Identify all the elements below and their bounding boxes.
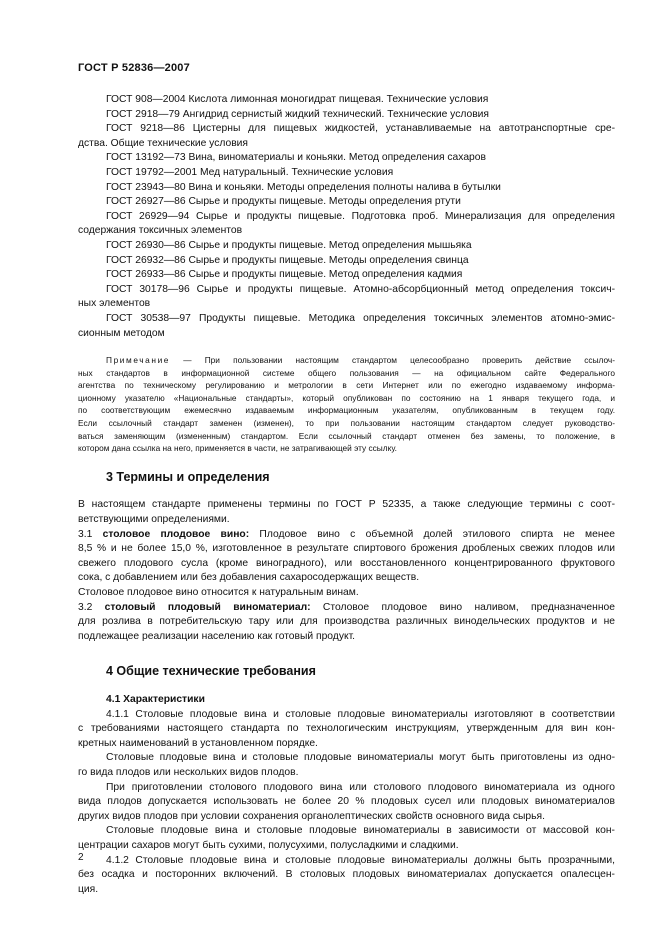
reference-line: ГОСТ 23943—80 Вина и коньяки. Методы определения полноты налива в бутылки xyxy=(106,181,501,193)
section-4-paragraph-line: центрации сахаров могут быть сухими, полусухими, полусладкими и сладкими. xyxy=(78,839,459,851)
note-line: ных стандартов в информационной системе общего пользования — на официальном сайте Федерального xyxy=(78,367,615,378)
section-4-paragraphs xyxy=(78,708,615,898)
term-name: столовое плодовое вино: xyxy=(102,528,250,540)
reference-line: сионным методом xyxy=(78,327,165,339)
term-first-line xyxy=(78,528,615,543)
reference-line: ГОСТ 26929—94 Сырье и продукты пищевые. Подготовка проб. Минерализация для определения xyxy=(106,210,615,222)
section-4-paragraph-line: Столовые плодовые вина и столовые плодовые виноматериалы в зависимости от массовой кон- xyxy=(106,825,615,837)
note-line: ваться заменяющим (измененным) стандартом. Если ссылочный стандарт отменен без замены, то положение, в xyxy=(78,430,615,441)
page-content xyxy=(78,93,615,897)
term-definition-line: для розлива в потребительскую тару или для производства различных винодельческих продуктов и не xyxy=(78,616,615,628)
term-definition-line: 8,5 % и не более 15,0 %, изготовленное в результате спиртового брожения дробленых свежих плодов или xyxy=(78,543,615,555)
reference-item xyxy=(78,268,615,283)
reference-line: дства. Общие технические условия xyxy=(78,137,248,149)
section-4-title: 4 Общие технические требования xyxy=(106,664,316,679)
section-4-paragraph-line: кретных наименований в установленном порядке. xyxy=(78,737,318,749)
section-3-intro-line: В настоящем стандарте применены термины по ГОСТ Р 52335, а также следующие термины с соот- xyxy=(78,499,615,511)
term-definition-start: Столовое плодовое вино наливом, предназначенное xyxy=(322,601,615,613)
reference-line: ГОСТ 2918—79 Ангидрид сернистый жидкий технический. Технические условия xyxy=(106,108,489,120)
reference-line: ГОСТ 908—2004 Кислота лимонная моногидрат пищевая. Технические условия xyxy=(106,94,489,105)
reference-line: ГОСТ 30178—96 Сырье и продукты пищевые. Атомно-абсорбционный метод определения токсич- xyxy=(106,283,615,295)
reference-item xyxy=(78,254,615,269)
note-block xyxy=(78,354,615,455)
reference-line: ГОСТ 26933—86 Сырье и продукты пищевые. Метод определения кадмия xyxy=(106,269,463,281)
term-number: 3.2 xyxy=(78,601,93,613)
note-line: агентства по техническому регулированию и метрологии в сети Интернет или по ежегодно издаваемому информа- xyxy=(78,380,615,391)
section-4-paragraph-line: го вида плодов или нескольких видов плодов. xyxy=(78,766,299,778)
term-3-1 xyxy=(78,528,615,601)
term-note: Столовое плодовое вино относится к натуральным винам. xyxy=(78,587,359,598)
section-3-title: 3 Термины и определения xyxy=(106,469,270,484)
reference-item xyxy=(78,239,615,254)
reference-line: ГОСТ 26927—86 Сырье и продукты пищевые. Методы определения ртути xyxy=(106,196,461,208)
reference-line: содержания токсичных элементов xyxy=(78,225,243,237)
reference-item xyxy=(78,122,615,151)
term-first-line xyxy=(78,601,615,616)
reference-item xyxy=(78,93,615,108)
note-line xyxy=(78,354,615,367)
subsection-4-1-title: 4.1 Характеристики xyxy=(106,693,205,705)
section-4-paragraph-line: 4.1.2 Столовые плодовые вина и столовые плодовые виноматериалы должны быть прозрачными, xyxy=(106,854,615,866)
term-definition-line: свежего плодового сусла (кроме виноградного), или восстановленного концентрированного фруктового xyxy=(78,557,615,569)
reference-line: ных элементов xyxy=(78,298,151,310)
reference-item xyxy=(78,108,615,123)
section-4-paragraph-line: без осадка и посторонних включений. В столовых плодовых виноматериалах допускается опалесцен- xyxy=(78,869,615,881)
page-number: 2 xyxy=(78,852,84,863)
term-3-2 xyxy=(78,601,615,645)
reference-line: ГОСТ 30538—97 Продукты пищевые. Методика определения токсичных элементов атомно-эмис- xyxy=(106,312,615,324)
reference-line: ГОСТ 26932—86 Сырье и продукты пищевые. Методы определения свинца xyxy=(106,254,469,266)
term-definition-line: подлежащее реализации населению как готовый продукт. xyxy=(78,630,356,642)
note-text: — При пользовании настоящим стандартом целесообразно проверить действие ссылоч- xyxy=(170,355,615,366)
normative-references-list xyxy=(78,93,615,341)
term-definition-start: Плодовое вино с объемной долей этилового спирта не менее xyxy=(259,528,615,540)
section-3-intro-line: ветствующими определениями. xyxy=(78,514,230,526)
note-label: Примечание xyxy=(106,355,171,366)
term-number: 3.1 xyxy=(78,528,93,540)
note-line: по соответствующим ежемесячно издаваемым информационным указателям, опубликованным в текущем году. xyxy=(78,405,615,416)
reference-item xyxy=(78,210,615,239)
section-4-paragraph-line: других видов плодов при условии сохранения органолептических свойств основного вида сырья. xyxy=(78,810,545,822)
section-4-paragraph-line: вида плодов допускается использовать не более 20 % плодовых сусел или плодовых виноматериалов xyxy=(78,796,615,808)
section-4-paragraph xyxy=(78,708,615,752)
reference-item xyxy=(78,151,615,166)
reference-line: ГОСТ 26930—86 Сырье и продукты пищевые. Метод определения мышьяка xyxy=(106,239,472,251)
reference-line: ГОСТ 9218—86 Цистерны для пищевых жидкостей, устанавливаемые на автотранспортные сре- xyxy=(106,123,615,135)
note-line: Если ссылочный стандарт заменен (изменен), то при пользовании настоящим стандартом следует руководство- xyxy=(78,418,615,429)
section-4-paragraph xyxy=(78,824,615,853)
reference-item xyxy=(78,283,615,312)
term-name: столовый плодовый виноматериал: xyxy=(104,601,311,613)
section-4-paragraph-line: При приготовлении столового плодового вина или столового плодового виноматериала из одного xyxy=(106,781,615,793)
page-header: ГОСТ Р 52836—2007 xyxy=(78,62,190,74)
reference-item xyxy=(78,181,615,196)
section-3-intro xyxy=(78,498,615,527)
reference-item xyxy=(78,312,615,341)
section-4-paragraph-line: 4.1.1 Столовые плодовые вина и столовые плодовые виноматериалы изготовляют в соответствии xyxy=(106,708,615,720)
term-definition-line: сока, с добавлением или без добавления сахаросодержащих веществ. xyxy=(78,572,420,584)
section-4-paragraph xyxy=(78,854,615,898)
reference-line: ГОСТ 19792—2001 Мед натуральный. Технические условия xyxy=(106,166,394,178)
section-4-paragraph-line: ция. xyxy=(78,883,99,895)
section-4-paragraph-line: Столовые плодовые вина и столовые плодовые виноматериалы могут быть приготовлены из одно- xyxy=(106,752,615,764)
section-4-paragraph xyxy=(78,781,615,825)
note-line: котором дана ссылка на него, применяется в части, не затрагивающей эту ссылку. xyxy=(78,443,397,454)
reference-item xyxy=(78,195,615,210)
section-4-paragraph xyxy=(78,751,615,780)
reference-item xyxy=(78,166,615,181)
note-line: ционному указателю «Национальные стандарты», который опубликован по состоянию на 1 января текущего года, и xyxy=(78,392,615,403)
section-4-paragraph-line: с требованиями настоящего стандарта по технологическим инструкциям, утвержденным для вин кон- xyxy=(78,723,615,735)
reference-line: ГОСТ 13192—73 Вина, виноматериалы и коньяки. Метод определения сахаров xyxy=(106,152,486,164)
